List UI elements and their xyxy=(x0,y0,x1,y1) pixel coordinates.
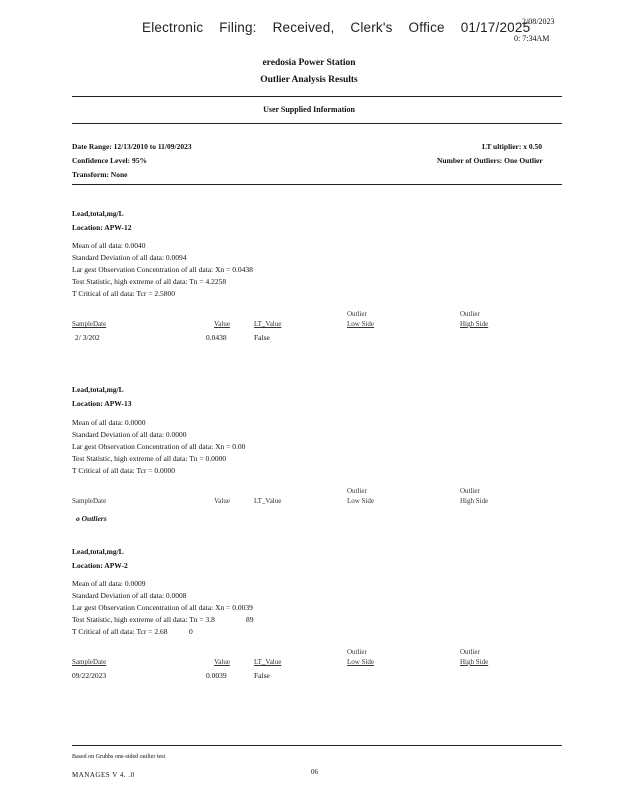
std-stat: Standard Deviation of all data: 0.0000 xyxy=(72,430,187,439)
transform: Transform: None xyxy=(72,170,128,179)
software-version: MANAGES V 4. .0 xyxy=(72,771,135,779)
tcrit-stat: T Critical of all data: Tcr = 0.0000 xyxy=(72,466,175,475)
row-value: 0.0039 xyxy=(206,671,227,680)
test-stat-extra: 89 xyxy=(246,615,254,624)
divider xyxy=(72,123,562,124)
test-stat: Test Statistic, high extreme of all data: Tn = 3.8 xyxy=(72,615,215,624)
col-outlier-low: Outlier xyxy=(347,487,367,495)
row-lt-value: False xyxy=(254,333,270,342)
date-range: Date Range: 12/13/2010 to 11/09/2023 xyxy=(72,142,192,151)
col-sample-date: SampleDate xyxy=(72,497,107,505)
footer-divider xyxy=(72,745,562,746)
stamp-time: 0: 7:34AM xyxy=(514,34,550,43)
col-low-side: Low Side xyxy=(347,497,375,505)
col-high-side: High Side xyxy=(460,320,489,328)
tcrit-stat: T Critical of all data: Tcr = 2.68 xyxy=(72,627,168,636)
largest-obs-stat: Lar gest Observation Concentration of all data: Xn = 0.00 xyxy=(72,442,246,451)
mean-stat: Mean of all data: 0.0009 xyxy=(72,579,146,588)
stamp-date: 2/08/2023 xyxy=(522,17,555,26)
lt-multiplier: LT ultiplier: x 0.50 xyxy=(482,142,543,151)
number-of-outliers: Number of Outliers: One Outlier xyxy=(437,156,543,165)
test-stat: Test Statistic, high extreme of all data: Tn = 0.0000 xyxy=(72,454,227,463)
col-low-side: Low Side xyxy=(347,320,375,328)
col-value: Value xyxy=(214,658,230,666)
largest-obs-stat: Lar gest Observation Concentration of all data: Xn = 0.0438 xyxy=(72,265,253,274)
location: Location: APW-13 xyxy=(72,399,132,408)
filing-stamp: Electronic Filing: Received, Clerk's Office 01/17/2025 xyxy=(142,20,531,35)
col-sample-date: SampleDate xyxy=(72,658,107,666)
test-stat: Test Statistic, high extreme of all data: Tn = 4.2258 xyxy=(72,277,227,286)
tcrit-stat: T Critical of all data: Tcr = 2.5800 xyxy=(72,289,175,298)
tcrit-stat-extra: 0 xyxy=(189,627,193,636)
col-outlier-high: Outlier xyxy=(460,487,480,495)
col-high-side: High Side xyxy=(460,658,489,666)
confidence-level: Confidence Level: 95% xyxy=(72,156,147,165)
largest-obs-stat: Lar gest Observation Concentration of all data: Xn = 0.0039 xyxy=(72,603,253,612)
parameter-name: Lead,total,mg/L xyxy=(72,385,124,394)
section-heading: User Supplied Information xyxy=(263,105,355,114)
col-outlier-high: Outlier xyxy=(460,310,480,318)
row-sample-date: 2/ 3/202 xyxy=(75,333,100,342)
parameter-name: Lead,total,mg/L xyxy=(72,547,124,556)
row-value: 0.0438 xyxy=(206,333,227,342)
col-value: Value xyxy=(214,497,230,505)
col-low-side: Low Side xyxy=(347,658,375,666)
col-lt-value: LT_Value xyxy=(254,320,282,328)
col-value: Value xyxy=(214,320,230,328)
col-lt-value: LT_Value xyxy=(254,658,282,666)
station-name: eredosia Power Station xyxy=(262,58,356,68)
std-stat: Standard Deviation of all data: 0.0008 xyxy=(72,591,187,600)
col-outlier-low: Outlier xyxy=(347,648,367,656)
location: Location: APW-12 xyxy=(72,223,132,232)
col-high-side: High Side xyxy=(460,497,489,505)
divider xyxy=(72,184,562,185)
col-outlier-high: Outlier xyxy=(460,648,480,656)
divider xyxy=(72,96,562,97)
report-title: Outlier Analysis Results xyxy=(260,75,358,85)
row-lt-value: False xyxy=(254,671,270,680)
mean-stat: Mean of all data: 0.0000 xyxy=(72,418,146,427)
footer-note: Based on Grubbs one-sided outlier test xyxy=(72,754,166,760)
no-outliers-note: o Outliers xyxy=(76,514,107,523)
col-sample-date: SampleDate xyxy=(72,320,107,328)
col-lt-value: LT_Value xyxy=(254,497,282,505)
parameter-name: Lead,total,mg/L xyxy=(72,209,124,218)
location: Location: APW-2 xyxy=(72,561,128,570)
page-number: 06 xyxy=(311,768,318,776)
mean-stat: Mean of all data: 0.0040 xyxy=(72,241,146,250)
row-sample-date: 09/22/2023 xyxy=(72,671,107,680)
std-stat: Standard Deviation of all data: 0.0094 xyxy=(72,253,187,262)
col-outlier-low: Outlier xyxy=(347,310,367,318)
